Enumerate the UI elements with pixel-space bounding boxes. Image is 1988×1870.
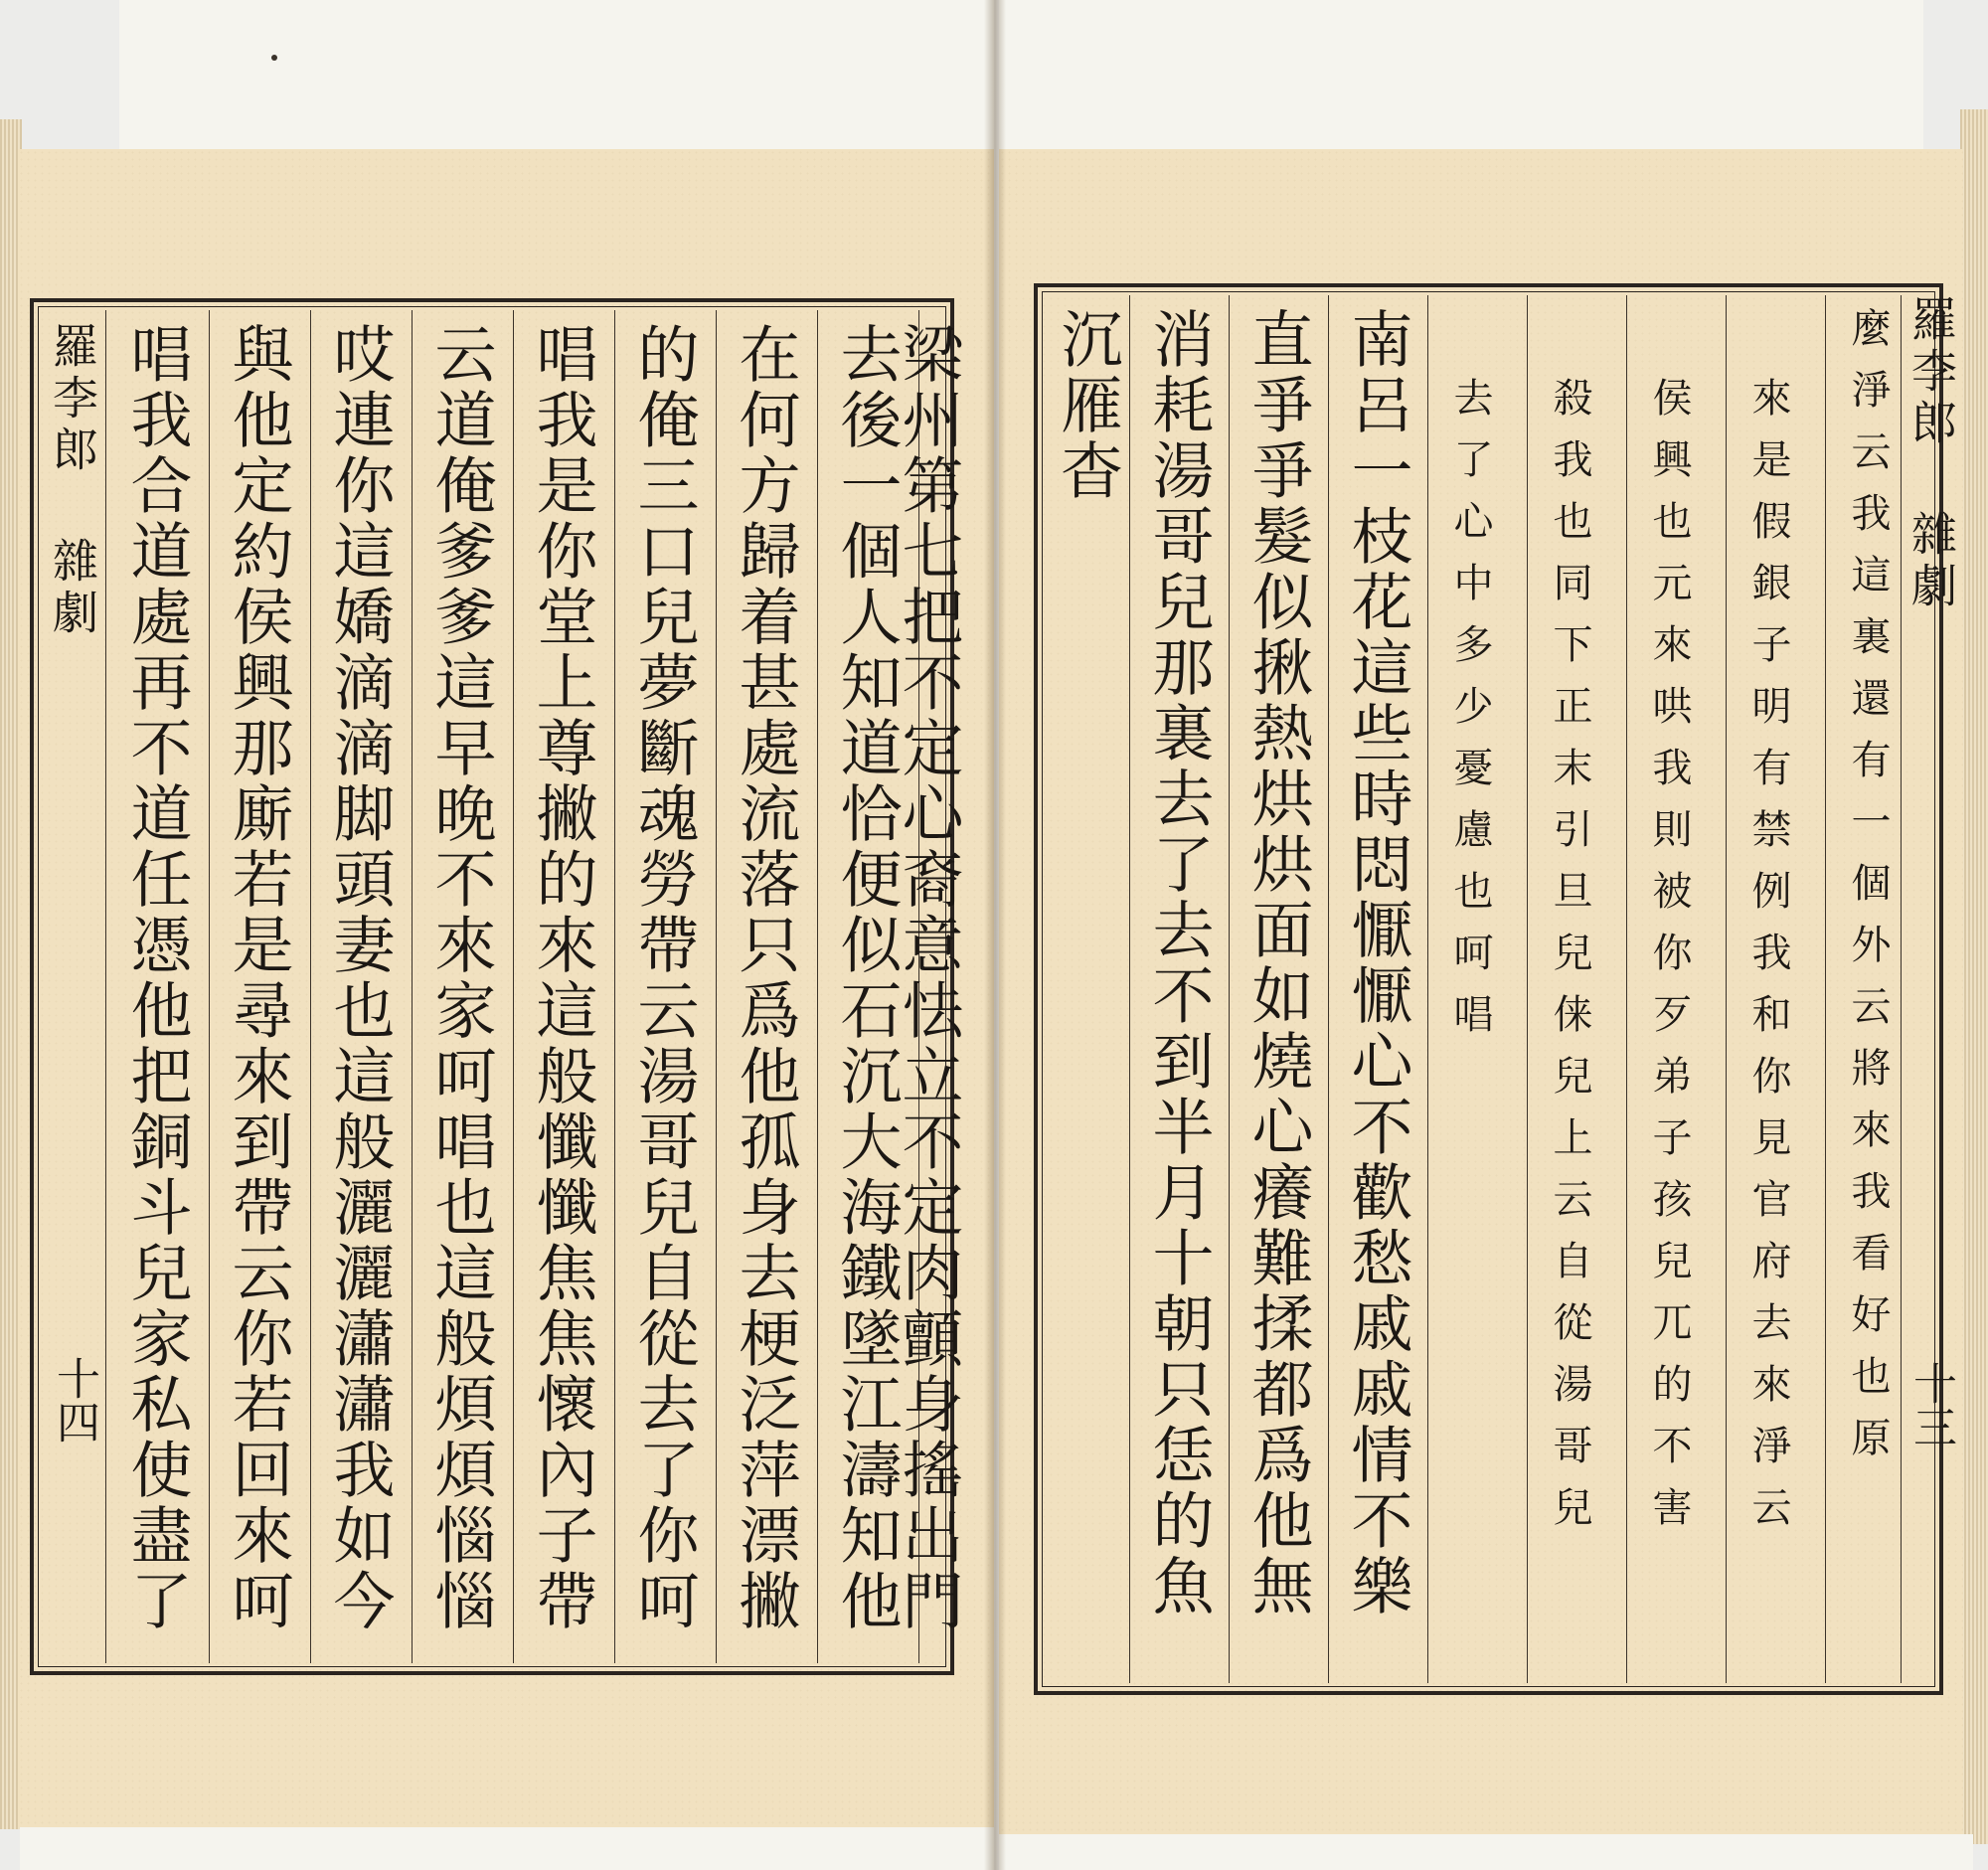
left-column-2: 去後一個人知道恰便似石沉大海鐵墜江濤知他 xyxy=(830,322,903,1634)
left-folio: 十四 xyxy=(49,1356,99,1444)
page-stack-edge-right xyxy=(1960,109,1988,1844)
left-margin-title: 羅李郎 雜劇 xyxy=(46,322,99,640)
column-rule xyxy=(1726,295,1727,1683)
column-rule xyxy=(412,310,413,1663)
right-folio: 十三 xyxy=(1905,1361,1956,1448)
column-rule xyxy=(614,310,615,1663)
column-rule xyxy=(716,310,717,1663)
right-column-6: 南呂一枝花這些時悶懨懨心不歡愁戚戚情不樂 xyxy=(1341,307,1413,1619)
column-rule xyxy=(1328,295,1329,1683)
left-column-7: 哎連你這嬌滴滴脚頭妻也這般灑灑瀟瀟我如今 xyxy=(323,322,396,1634)
right-column-3: 侯興也元來哄我則被你歹弟子孩兒兀的不害 xyxy=(1646,377,1692,1548)
left-column-6: 云道俺爹爹這早晚不來家呵唱也這般煩煩惱惱 xyxy=(424,322,497,1634)
column-rule xyxy=(817,310,818,1663)
column-rule xyxy=(209,310,210,1663)
book-gutter xyxy=(984,0,1006,1870)
column-rule xyxy=(1825,295,1826,1683)
column-rule xyxy=(1229,295,1230,1683)
right-margin-title: 羅李郎 雜劇 xyxy=(1905,295,1958,613)
blank-top-left xyxy=(119,0,994,149)
right-column-2: 來是假銀子明有禁例我和你見官府去來淨云 xyxy=(1745,377,1791,1548)
left-column-8: 與他定約侯興那廝若是尋來到帶云你若回來呵 xyxy=(222,322,294,1634)
column-rule xyxy=(1427,295,1428,1683)
blank-bottom-left xyxy=(20,1827,994,1870)
column-rule xyxy=(1129,295,1130,1683)
column-rule xyxy=(513,310,514,1663)
right-column-1: 麼淨云我這裏還有一個外云將來我看好也原 xyxy=(1845,307,1891,1478)
right-column-7: 直爭爭髮似揪熱烘烘面如燒心癢難揉都爲他無 xyxy=(1242,307,1314,1619)
column-rule xyxy=(105,310,106,1663)
blank-bottom-right xyxy=(999,1834,1973,1870)
left-column-5: 唱我是你堂上尊撇的來這般懺懺焦焦懷內子帶 xyxy=(526,322,598,1634)
left-column-1: 梁州第七把不定心裔意怯立不定肉顫身搖出門 xyxy=(892,322,964,1634)
right-column-5: 去了心中多少憂慮也呵唱 xyxy=(1447,377,1493,1055)
column-rule xyxy=(1626,295,1627,1683)
column-rule xyxy=(310,310,311,1663)
left-column-4: 的俺三口兒夢斷魂勞帶云湯哥兒自從去了你呵 xyxy=(627,322,700,1634)
left-column-3: 在何方歸着甚處流落只爲他孤身去梗泛萍漂撇 xyxy=(729,322,801,1634)
left-page-frame xyxy=(30,298,964,1675)
blank-top-right xyxy=(999,0,1923,149)
ink-speck xyxy=(271,55,277,61)
column-rule xyxy=(1527,295,1528,1683)
right-page-frame xyxy=(1034,283,1958,1695)
right-column-9: 沉雁杳 xyxy=(1051,307,1123,504)
right-column-4: 殺我也同下正末引旦兒俫兒上云自從湯哥兒 xyxy=(1547,377,1592,1548)
right-column-8: 消耗湯哥兒那裏去了去不到半月十朝只恁的魚 xyxy=(1142,307,1215,1619)
left-column-9: 唱我合道處再不道任憑他把銅斗兒家私使盡了 xyxy=(120,322,193,1634)
